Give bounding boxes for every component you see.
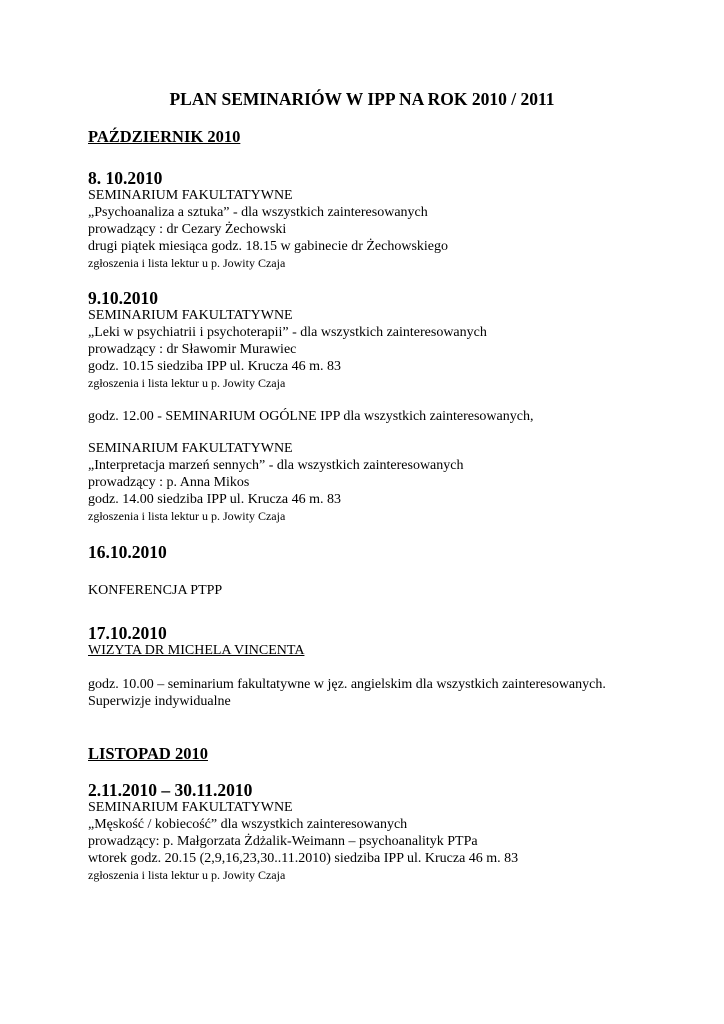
entry-date: 2.11.2010 – 30.11.2010 bbox=[88, 780, 253, 800]
registration-note: zgłoszenia i lista lektur u p. Jowity Czaja bbox=[88, 256, 286, 270]
seminar-topic: „Interpretacja marzeń sennych” - dla wszystkich zainteresowanych bbox=[88, 458, 464, 473]
seminar-description: godz. 10.00 – seminarium fakultatywne w jęz. angielskim dla wszystkich zainteresowanych. bbox=[88, 677, 606, 692]
seminar-leader: prowadzący : dr Cezary Żechowski bbox=[88, 222, 287, 237]
registration-note: zgłoszenia i lista lektur u p. Jowity Czaja bbox=[88, 868, 286, 882]
visit-label: WIZYTA DR MICHELA VINCENTA bbox=[88, 643, 305, 658]
month-heading-november: LISTOPAD 2010 bbox=[88, 744, 208, 763]
page-title: PLAN SEMINARIÓW W IPP NA ROK 2010 / 2011 bbox=[169, 89, 555, 109]
seminar-time: drugi piątek miesiąca godz. 18.15 w gabinecie dr Żechowskiego bbox=[88, 239, 448, 254]
supervision-note: Superwizje indywidualne bbox=[88, 694, 231, 709]
seminar-leader: prowadzący : dr Sławomir Murawiec bbox=[88, 342, 297, 357]
seminar-time: godz. 14.00 siedziba IPP ul. Krucza 46 m. 83 bbox=[88, 492, 341, 507]
entry-date: 8. 10.2010 bbox=[88, 168, 163, 188]
general-seminar: godz. 12.00 - SEMINARIUM OGÓLNE IPP dla wszystkich zainteresowanych, bbox=[88, 409, 534, 424]
entry-date: 9.10.2010 bbox=[88, 288, 158, 308]
seminar-type: SEMINARIUM FAKULTATYWNE bbox=[88, 800, 293, 815]
month-heading-october: PAŹDZIERNIK 2010 bbox=[88, 127, 241, 146]
seminar-topic: „Męskość / kobiecość” dla wszystkich zainteresowanych bbox=[88, 817, 408, 832]
seminar-leader: prowadzący : p. Anna Mikos bbox=[88, 475, 250, 490]
seminar-topic: „Psychoanaliza a sztuka” - dla wszystkich zainteresowanych bbox=[88, 205, 428, 220]
entry-date: 17.10.2010 bbox=[88, 623, 167, 643]
seminar-type: SEMINARIUM FAKULTATYWNE bbox=[88, 308, 293, 323]
seminar-leader: prowadzący: p. Małgorzata Żdżalik-Weimann – psychoanalityk PTPa bbox=[88, 834, 478, 849]
registration-note: zgłoszenia i lista lektur u p. Jowity Czaja bbox=[88, 509, 286, 523]
seminar-type: SEMINARIUM FAKULTATYWNE bbox=[88, 188, 293, 203]
seminar-time: godz. 10.15 siedziba IPP ul. Krucza 46 m. 83 bbox=[88, 359, 341, 374]
seminar-time: wtorek godz. 20.15 (2,9,16,23,30..11.2010) siedziba IPP ul. Krucza 46 m. 83 bbox=[88, 851, 519, 866]
conference-label: KONFERENCJA PTPP bbox=[88, 583, 223, 598]
registration-note: zgłoszenia i lista lektur u p. Jowity Czaja bbox=[88, 376, 286, 390]
seminar-topic: „Leki w psychiatrii i psychoterapii” - dla wszystkich zainteresowanych bbox=[88, 325, 487, 340]
seminar-type: SEMINARIUM FAKULTATYWNE bbox=[88, 441, 293, 456]
entry-date: 16.10.2010 bbox=[88, 542, 167, 562]
